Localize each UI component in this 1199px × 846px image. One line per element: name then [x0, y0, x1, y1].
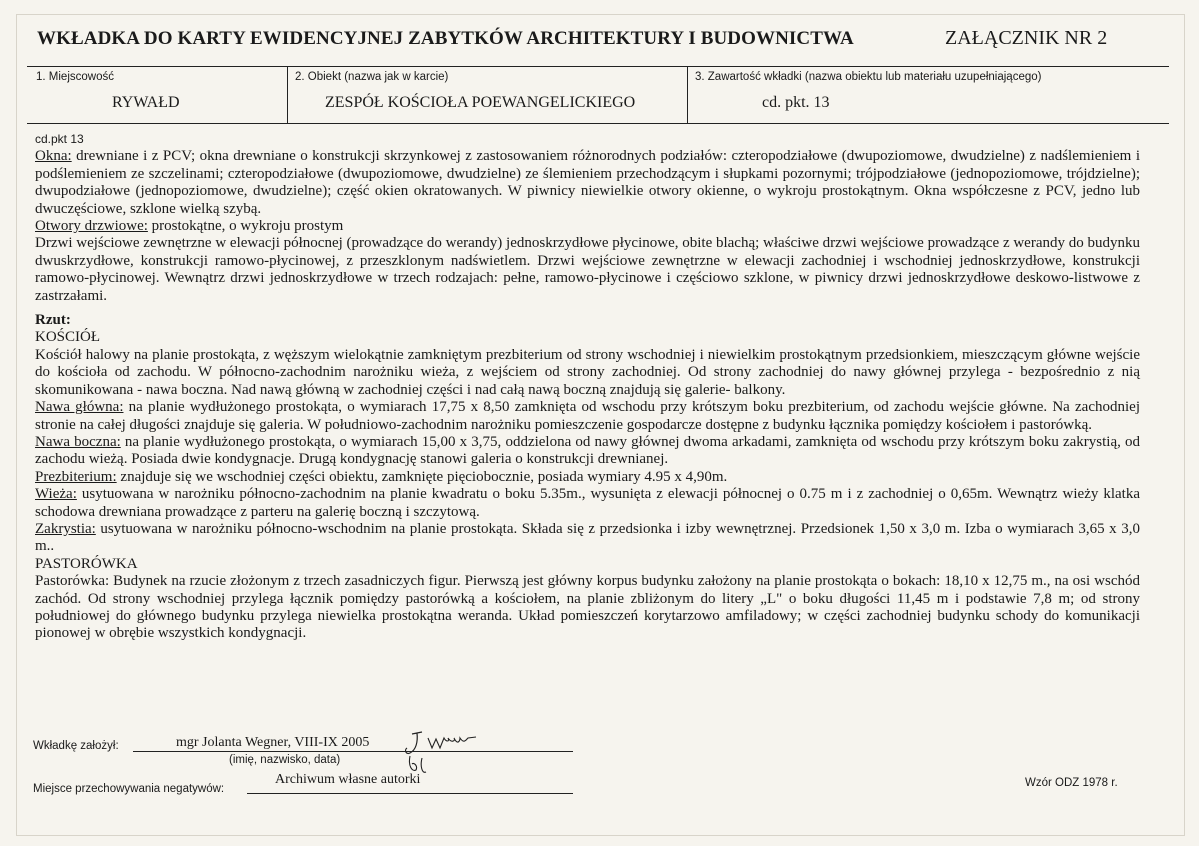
presbytery-text: znajduje się we wschodniej części obiektu, zamknięte pięciobocznie, posiada wymiary 4.95 x 4,90m.	[116, 468, 728, 485]
tower-paragraph	[35, 486, 1140, 521]
main-nave-text: na planie wydłużonego prostokąta, o wymiarach 17,75 x 8,50 zamknięta od wschodu przy krótszym boku prezbiterium, od zachodu wejście główne. Na zachodniej stronie na całej długości znajduje się galeria. W południowo-zachodnim narożniku pomieszczenie gospodarcze dostępne z budynku łącznika pomiędzy kościołem i pastorówką.	[35, 399, 1140, 433]
author-underline	[133, 751, 573, 752]
field-divider-2	[687, 66, 688, 123]
contents-label: 3. Zawartość wkładki (nazwa obiektu lub materiału uzupełniającego)	[695, 71, 1042, 83]
parsonage-paragraph: Pastorówka: Budynek na rzucie złożonym z trzech zasadniczych figur. Pierwszą jest główny korpus budynku założony na planie prostokąta o bokach: 18,10 x 12,75 m., na osi wschód zachód. Od strony wschodniej przylega łącznik pomiędzy pastorówką a kościołem, na planie zbliżonym do litery „L" o boku długości 11,45 m i podstawie 7,8 m; od strony południowej do głównego budynku przylega niewielka prostokątna weranda. Układ pomieszczeń korytarzowo amfiladowy; w części zachodniej budynku schody do komunikacji pionowej w obrębie wszystkich kondygnacji.	[35, 573, 1140, 642]
author-hint: (imię, nazwisko, data)	[229, 754, 341, 766]
attachment-number: ZAŁĄCZNIK NR 2	[945, 27, 1108, 49]
sacristy-text: usytuowana w narożniku północno-wschodnim na planie prostokąta. Składa się z przedsionka i izby wewnętrznej. Przedsionek 1,50 x 3,0 m. Izba o wymiarach 3,65 x 3,0 m..	[35, 520, 1140, 555]
doors-paragraph: Drzwi wejściowe zewnętrzne w elewacji północnej (prowadzące do werandy) jednoskrzydłowe płycinowe, obite blachą; właściwe drzwi wejściowe prowadzące z werandy do budynku dwuskrzydłowe, konstrukcji ramowo-płycinowej, z przeszklonym nadświetlem. Drzwi wejściowe zewnętrzne w elewacji zachodniej i wschodniej jednoskrzydłowe, konstrukcji ramowo-płycinowej. Wewnątrz drzwi jednoskrzydłowe w trzech rodzajach: pełne, ramowo-płycinowe i częściowo szklone, w piwnicy drzwi jednoskrzydłowe deskowo-listwowe z zastrzałami.	[35, 235, 1140, 304]
plan-heading: Rzut:	[35, 312, 71, 329]
church-heading: KOŚCIÓŁ	[35, 329, 101, 346]
church-paragraph: Kościół halowy na planie prostokąta, z węższym wielokątnie zamkniętym prezbiterium od strony wschodniej i niewielkim prostokątnym przedsionkiem, mieszczącym główne wejście do kościoła od zachodu. W północno-zachodnim narożniku wieża, z wejściem od strony zachodniej. Od strony zachodniej do nawy głównej przylega - bezpośrednio z nią skomunikowana - nawa boczna. Nad nawą główną w zachodniej części i nad całą nawą boczną znajdują się galerie- balkony.	[35, 346, 1140, 398]
locality-label: 1. Miejscowość	[36, 71, 114, 83]
sacristy-heading: Zakrystia:	[35, 520, 96, 537]
author-label: Wkładkę założył:	[33, 740, 119, 752]
storage-underline	[247, 793, 573, 794]
windows-paragraph	[35, 148, 1140, 218]
contents-value: cd. pkt. 13	[762, 94, 830, 111]
form-title: WKŁADKA DO KARTY EWIDENCYJNEJ ZABYTKÓW ARCHITEKTURY I BUDOWNICTWA	[37, 28, 854, 49]
form-template-id: Wzór ODZ 1978 r.	[1025, 777, 1118, 789]
side-nave-heading: Nawa boczna:	[35, 433, 121, 450]
storage-value: Archiwum własne autorki	[275, 772, 421, 787]
header-bottom-rule	[27, 123, 1169, 124]
presbytery-paragraph	[35, 469, 1140, 486]
windows-heading: Okna:	[35, 148, 72, 165]
presbytery-heading: Prezbiterium:	[35, 468, 117, 485]
sacristy-paragraph	[35, 521, 1140, 556]
windows-text: drewniane i z PCV; okna drewniane o konstrukcji skrzynkowej z zastosowaniem różnorodnych podziałów: czteropodziałowe (dwupoziomowe, dwudzielne) z nadślemieniem i podślemieniem ze szczelinami; czteropodziałowe (dwupoziomowe, dwudzielne) ze ślemieniem przechodzącym i słupkami pozornymi; trójpodziałowe (jednopoziomowe, trójdzielne); dwupodziałowe (jednopoziomowe, dwudzielne); część okien okratowanych. W piwnicy niewielkie otwory okienne, o wykroju prostokątnym. Okna współczesne z PCV, jedno lub dwuczęściowe, szklone wielką szybą.	[35, 148, 1140, 217]
door-openings-text: prostokątne, o wykroju prostym	[147, 218, 344, 235]
author-value: mgr Jolanta Wegner, VIII-IX 2005	[176, 735, 370, 750]
main-nave-heading: Nawa główna:	[35, 399, 124, 416]
main-nave-paragraph	[35, 399, 1140, 434]
object-value: ZESPÓŁ KOŚCIOŁA POEWANGELICKIEGO	[325, 94, 636, 111]
object-label: 2. Obiekt (nazwa jak w karcie)	[295, 71, 449, 83]
locality-value: RYWAŁD	[112, 94, 180, 111]
parsonage-heading: PASTORÓWKA	[35, 555, 138, 572]
header-top-rule	[27, 66, 1169, 67]
door-openings-paragraph	[35, 218, 1140, 235]
door-openings-heading: Otwory drzwiowe:	[35, 218, 148, 235]
tower-text: usytuowana w narożniku północno-zachodnim na planie kwadratu o boku 5.35m., wysunięta z elewacji północnej o 0.75 m i z zachodniej o 0,65m. Wewnątrz wieży klatka schodowa drewniana prowadzące z parteru na galerię boczną i szczytową.	[35, 486, 1140, 520]
tower-heading: Wieża:	[35, 486, 77, 503]
side-nave-paragraph	[35, 434, 1140, 469]
field-divider-1	[287, 66, 288, 123]
side-nave-text: na planie wydłużonego prostokąta, o wymiarach 15,00 x 3,75, oddzielona od nawy głównej dwoma arkadami, zamknięta od wschodu przy krótszym boku zakrystią, od zachodu wieżą. Posiada dwie kondygnacje. Drugą kondygnację stanowi galeria o konstrukcji drewnianej.	[35, 433, 1140, 468]
storage-label: Miejsce przechowywania negatywów:	[33, 783, 225, 795]
continuation-note: cd.pkt 13	[35, 132, 84, 146]
description-body	[35, 131, 1140, 643]
